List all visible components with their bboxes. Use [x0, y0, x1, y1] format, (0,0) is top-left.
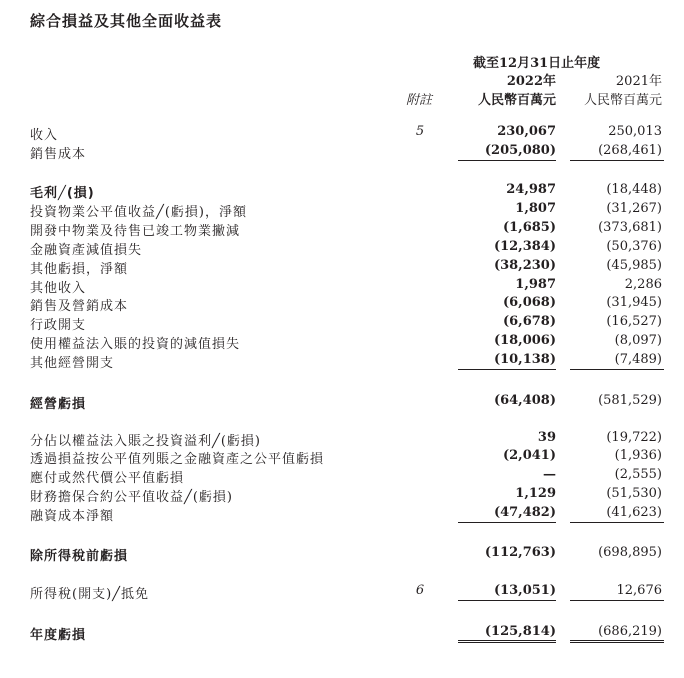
row-label: 其他經營開支	[30, 356, 115, 371]
double-underline-2022	[458, 640, 556, 643]
table-row	[0, 182, 684, 201]
value-2022: 39	[537, 430, 556, 445]
row-note: 5	[415, 124, 425, 139]
value-2021: (698,895)	[598, 545, 662, 560]
value-2021: (31,267)	[606, 201, 662, 216]
row-label: 所得稅(開支)╱抵免	[30, 587, 149, 602]
value-2021: 2,286	[624, 277, 662, 292]
value-2022: (1,685)	[502, 220, 556, 235]
row-label: 銷售成本	[30, 147, 87, 162]
underline-2022	[458, 369, 556, 370]
value-2022: 1,987	[515, 277, 556, 292]
underline-2022	[458, 600, 556, 601]
table-row	[0, 295, 684, 314]
value-2021: (45,985)	[606, 258, 662, 273]
row-label: 行政開支	[30, 318, 87, 333]
table-row	[0, 486, 684, 505]
underline-2022	[458, 522, 556, 523]
value-2022: 24,987	[506, 182, 556, 197]
value-2022: 1,129	[515, 486, 556, 501]
row-label: 應付或然代價公平值虧損	[30, 471, 185, 486]
row-label: 年度虧損	[30, 628, 87, 643]
value-2022: (10,138)	[493, 352, 556, 367]
table-row	[0, 448, 684, 467]
table-row	[0, 393, 684, 412]
row-label: 其他虧損，淨額	[30, 262, 129, 277]
underline-2021	[570, 600, 664, 601]
unit-2021-header: 人民幣百萬元	[583, 93, 662, 108]
value-2021: (51,530)	[606, 486, 662, 501]
row-label: 使用權益法入賬的投資的減值損失	[30, 337, 241, 352]
value-2021: (19,722)	[606, 430, 662, 445]
table-row	[0, 277, 684, 296]
value-2021: (373,681)	[598, 220, 662, 235]
row-label: 財務擔保合約公平值收益╱(虧損)	[30, 490, 233, 505]
underline-2021	[570, 160, 664, 161]
value-2022: (13,051)	[493, 583, 556, 598]
value-2021: (1,936)	[614, 448, 662, 463]
row-label: 投資物業公平值收益╱(虧損)，淨額	[30, 205, 247, 220]
year-2022-header: 2022年	[506, 74, 556, 89]
table-row	[0, 239, 684, 258]
value-2021: (7,489)	[614, 352, 662, 367]
value-2022: (125,814)	[484, 624, 556, 639]
table-row	[0, 430, 684, 449]
row-label: 分佔以權益法入賬之投資溢利╱(虧損)	[30, 434, 261, 449]
table-row	[0, 333, 684, 352]
table-row	[0, 201, 684, 220]
value-2021: 12,676	[616, 583, 662, 598]
value-2022: (6,678)	[502, 314, 556, 329]
underline-2021	[570, 522, 664, 523]
row-label: 除所得稅前虧損	[30, 549, 129, 564]
value-2021: (41,623)	[606, 505, 662, 520]
value-2022: (205,080)	[484, 143, 556, 158]
table-row	[0, 314, 684, 333]
row-note: 6	[415, 583, 425, 598]
double-underline-2021	[570, 640, 664, 643]
value-2022: 1,807	[515, 201, 556, 216]
note-column-header: 附註	[406, 93, 433, 108]
row-label: 銷售及營銷成本	[30, 299, 129, 314]
value-2021: (16,527)	[606, 314, 662, 329]
value-2021: 250,013	[608, 124, 662, 139]
row-label: 透過損益按公平值列賬之金融資產之公平值虧損	[30, 452, 325, 467]
row-label: 融資成本淨額	[30, 509, 115, 524]
value-2022: (112,763)	[484, 545, 556, 560]
row-label: 收入	[30, 128, 59, 143]
table-row	[0, 545, 684, 564]
value-2021: (686,219)	[598, 624, 662, 639]
value-2022: (47,482)	[493, 505, 556, 520]
value-2022: (12,384)	[493, 239, 556, 254]
value-2022: (64,408)	[493, 393, 556, 408]
row-label: 開發中物業及待售已竣工物業撇減	[30, 224, 241, 239]
value-2021: (8,097)	[614, 333, 662, 348]
underline-2021	[570, 369, 664, 370]
period-header: 截至12月31日止年度	[473, 56, 601, 71]
value-2021: (581,529)	[598, 393, 662, 408]
value-2021: (18,448)	[606, 182, 662, 197]
value-2022: (38,230)	[493, 258, 556, 273]
value-2022: (2,041)	[502, 448, 556, 463]
table-row	[0, 124, 684, 143]
value-2022: 230,067	[497, 124, 556, 139]
row-label: 經營虧損	[30, 397, 87, 412]
value-2021: (31,945)	[606, 295, 662, 310]
value-2022: —	[543, 467, 556, 482]
table-row	[0, 258, 684, 277]
table-row	[0, 467, 684, 486]
value-2021: (50,376)	[606, 239, 662, 254]
value-2021: (2,555)	[614, 467, 662, 482]
value-2022: (6,068)	[502, 295, 556, 310]
value-2021: (268,461)	[598, 143, 662, 158]
underline-2022	[458, 160, 556, 161]
row-label: 金融資產減值損失	[30, 243, 143, 258]
row-label: 其他收入	[30, 281, 87, 296]
year-2021-header: 2021年	[615, 74, 662, 89]
value-2022: (18,006)	[493, 333, 556, 348]
row-label: 毛利╱(損)	[30, 186, 95, 201]
unit-2022-header: 人民幣百萬元	[477, 93, 556, 108]
table-row	[0, 220, 684, 239]
statement-title: 綜合損益及其他全面收益表	[30, 12, 223, 30]
